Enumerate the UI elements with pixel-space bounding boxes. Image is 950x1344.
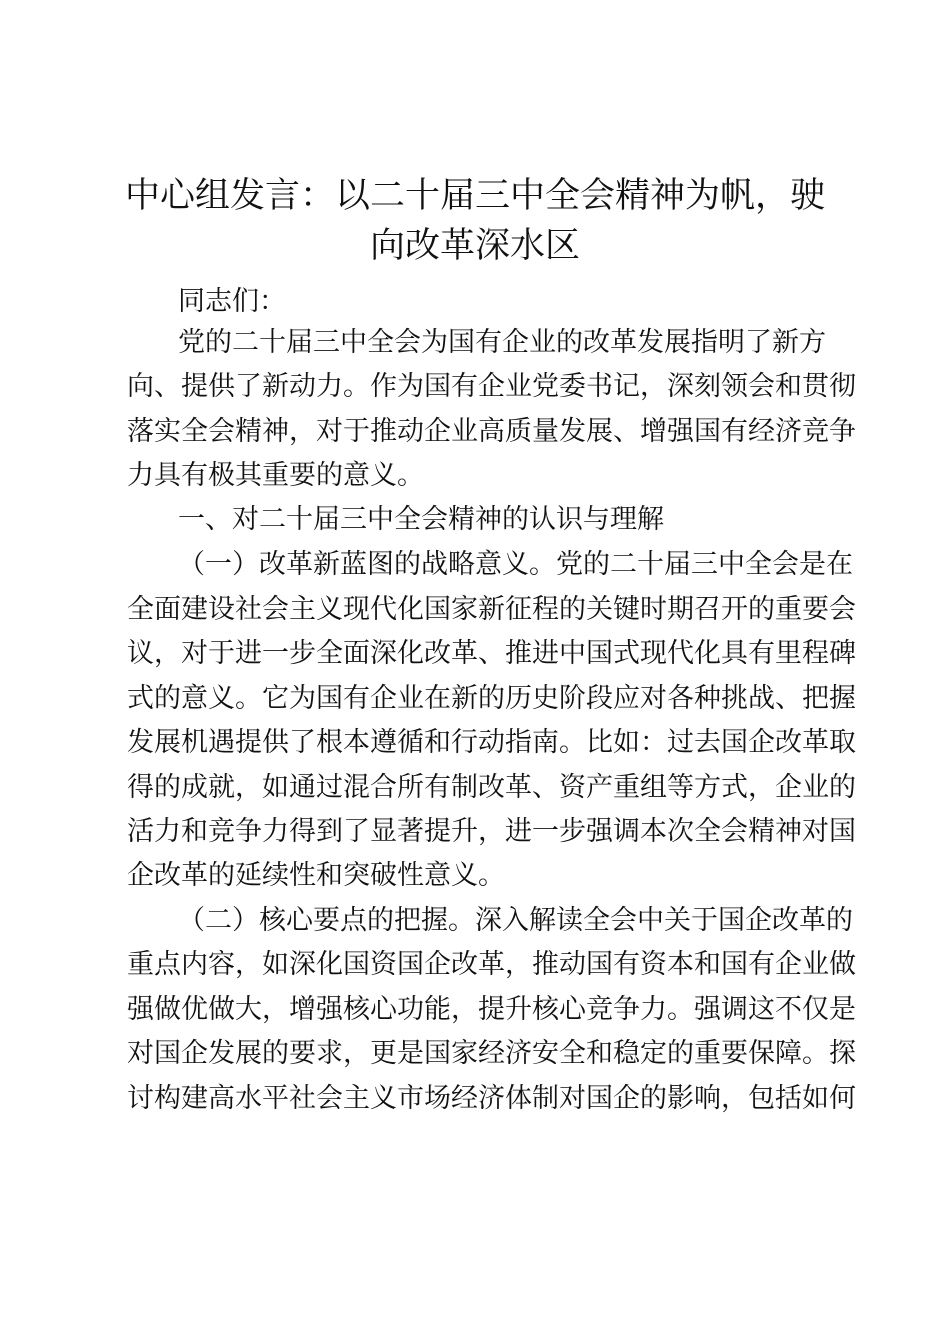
paragraph-line: 讨构建高水平社会主义市场经济体制对国企的影响，包括如何 [127,1083,856,1114]
section-heading: 一、对二十届三中全会精神的认识与理解 [178,504,664,535]
paragraph-line: 力具有极其重要的意义。 [127,460,424,491]
paragraph-line: 强做优做大，增强核心功能，提升核心竞争力。强调这不仅是 [127,994,856,1025]
paragraph-line: 对国企发展的要求，更是国家经济安全和稳定的重要保障。探 [127,1038,856,1069]
paragraph-line: 落实全会精神，对于推动企业高质量发展、增强国有经济竞争 [127,416,856,447]
document-title-line-1: 中心组发言：以二十届三中全会精神为帆，驶 [124,176,825,216]
paragraph-line: 式的意义。它为国有企业在新的历史阶段应对各种挑战、把握 [127,683,856,714]
paragraph-line: 议，对于进一步全面深化改革、推进中国式现代化具有里程碑 [127,638,856,669]
document-title-line-2: 向改革深水区 [369,226,580,266]
paragraph-line: 向、提供了新动力。作为国有企业党委书记，深刻领会和贯彻 [127,371,856,402]
salutation: 同志们： [178,286,286,317]
paragraph-line: 重点内容，如深化国资国企改革，推动国有资本和国有企业做 [127,949,856,980]
paragraph-line: 活力和竞争力得到了显著提升，进一步强调本次全会精神对国 [127,816,856,847]
paragraph-line: （一）改革新蓝图的战略意义。党的二十届三中全会是在 [178,549,853,580]
paragraph-line: 党的二十届三中全会为国有企业的改革发展指明了新方 [178,327,826,358]
paragraph-line: 发展机遇提供了根本遵循和行动指南。比如：过去国企改革取 [127,727,856,758]
paragraph-line: 得的成就，如通过混合所有制改革、资产重组等方式，企业的 [127,772,856,803]
paragraph-line: 企改革的延续性和突破性意义。 [127,860,505,891]
paragraph-line: 全面建设社会主义现代化国家新征程的关键时期召开的重要会 [127,594,856,625]
paragraph-line: （二）核心要点的把握。深入解读全会中关于国企改革的 [178,905,853,936]
